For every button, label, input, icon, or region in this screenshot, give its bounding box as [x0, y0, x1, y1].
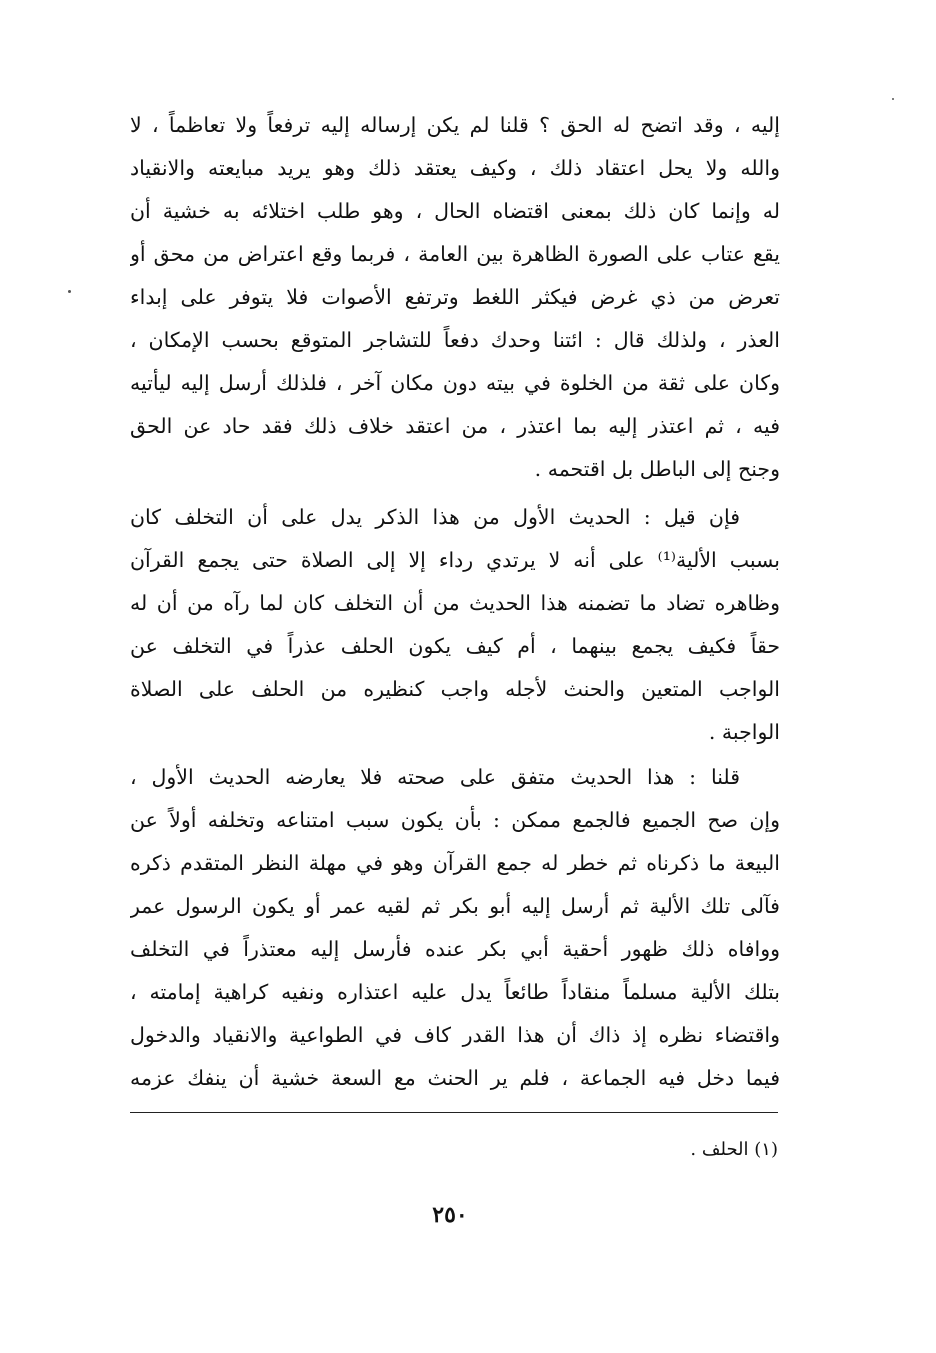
text-line: حقاً فكيف يجمع بينهما ، أم كيف يكون الحلف عذراً في التخلف عن: [130, 634, 780, 658]
text-line: تعرض من ذي غرض فيكثر اللغط وترتفع الأصوات فلا يتوفر على إبداء: [130, 285, 780, 309]
text-line: وظاهره تضاد ما تضمنه هذا الحديث من أن التخلف كان لما رآه من أن له: [130, 591, 780, 615]
text-line: بسبب الألية⁽¹⁾ على أنه لا يرتدي رداء إلا إلى الصلاة حتى يجمع القرآن: [130, 548, 780, 572]
text-line: قلنا : هذا الحديث متفق على صحته فلا يعارضه الحديث الأول ،: [130, 765, 740, 789]
text-line: فإن قيل : الحديث الأول من هذا الذكر يدل على أن التخلف كان: [130, 505, 740, 529]
footnote-divider: [130, 1112, 778, 1113]
text-line: البيعة ما ذكرناه ثم خطر له جمع القرآن وهو في مهلة النظر المتقدم ذكره: [130, 851, 780, 875]
scan-speck: [892, 98, 894, 100]
text-line: إليه ، وقد اتضح له الحق ؟ قلنا لم يكن إرساله إليه ترفعاً ولا تعاظماً ، لا: [130, 113, 780, 137]
text-line: العذر ، ولذلك قال : ائتنا وحدك دفعاً للتشاجر المتوقع بحسب الإمكان ،: [130, 328, 780, 352]
text-line: يقع عتاب على الصورة الظاهرة بين العامة ، فربما وقع اعتراض من محق أو: [130, 242, 780, 266]
page-number: ٢٥٠: [432, 1202, 468, 1228]
text-line: الواجبة .: [708, 720, 780, 744]
text-line: فيما دخل فيه الجماعة ، فلم ير الحنث مع السعة خشية أن ينفك عزمه: [130, 1066, 780, 1090]
paragraph-2: [130, 496, 780, 754]
footnote: (١) الحلف .: [690, 1139, 778, 1160]
text-line: وجنح إلى الباطل بل اقتحمه .: [534, 457, 780, 481]
text-line: وإن صح الجميع فالجمع ممكن : بأن يكون سبب امتناعه وتخلفه أولاً عن: [130, 808, 780, 832]
text-line: ووافاه ذلك ظهور أحقية أبي بكر عنده فأرسل إليه معتذراً في التخلف: [130, 937, 780, 961]
paragraph-1: [130, 104, 780, 491]
text-line: والله ولا يحل اعتقاد ذلك ، وكيف يعتقد ذلك وهو يريد مبايعته والانقياد: [130, 156, 780, 180]
text-line: فيه ، ثم اعتذر إليه بما اعتذر ، من اعتقد خلاف ذلك فقد حاد عن الحق: [130, 414, 780, 438]
text-line: وكان على ثقة من الخلوة في بيته دون مكان آخر ، فلذلك أرسل إليه ليأتيه: [130, 371, 780, 395]
text-line: واقتضاء نظره إذ ذاك أن هذا القدر كاف في الطواعية والانقياد والدخول: [130, 1023, 780, 1047]
text-line: بتلك الألية مسلماً منقاداً طائعاً يدل عليه اعتذاره ونفيه كراهية إمامته ،: [130, 980, 780, 1004]
text-line: الواجب المتعين والحنث لأجله واجب كنظيره من الحلف على الصلاة: [130, 677, 780, 701]
text-line: له وإنما كان ذلك بمعنى اقتضاه الحال ، وهو طلب اختلائه به خشية أن: [130, 199, 780, 223]
paragraph-3: [130, 756, 780, 1100]
scan-speck: [68, 290, 71, 293]
text-line: فآلى تلك الألية ثم أرسل إليه أبو بكر ثم لقيه عمر أو يكون الرسول عمر: [130, 894, 780, 918]
